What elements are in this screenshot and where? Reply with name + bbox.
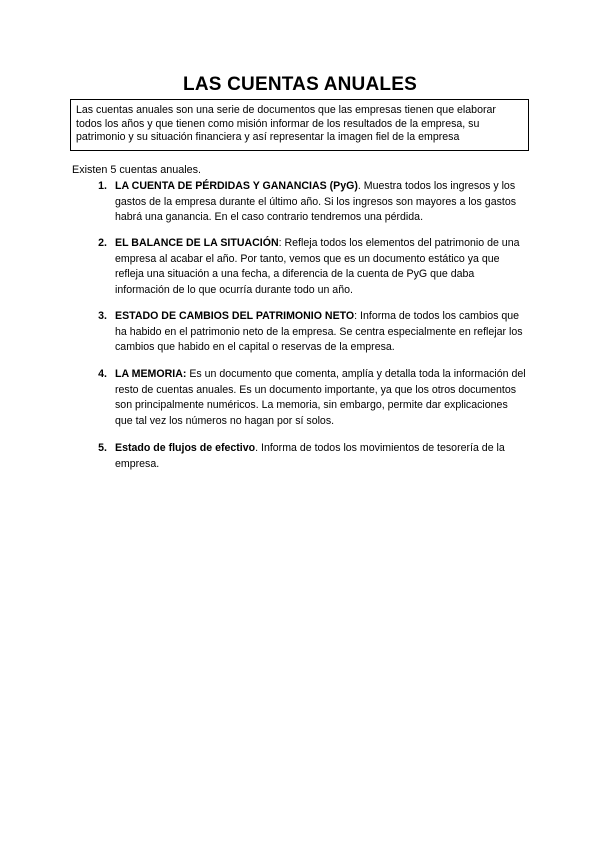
item-body bbox=[108, 236, 528, 298]
item-heading: EL BALANCE DE LA SITUACIÓN bbox=[115, 237, 279, 249]
page-title: LAS CUENTAS ANUALES bbox=[183, 74, 417, 95]
item-body bbox=[108, 309, 528, 356]
list-item bbox=[72, 179, 528, 226]
intro-text: Existen 5 cuentas anuales. bbox=[72, 164, 202, 176]
item-number: 3. bbox=[98, 310, 107, 322]
annual-accounts-list bbox=[72, 179, 528, 470]
list-item bbox=[72, 367, 528, 429]
item-heading: LA MEMORIA: bbox=[115, 368, 187, 380]
item-text: . Muestra todos los ingresos y los gastos de la empresa durante el último año. Si los ingresos son mayores a los gastos habrá una ganancia. En el caso contrario tendremos una pérdida. bbox=[115, 180, 517, 224]
item-heading: LA CUENTA DE PÉRDIDAS Y GANANCIAS (PyG) bbox=[115, 180, 358, 192]
item-body bbox=[108, 367, 528, 429]
summary-box: Las cuentas anuales son una serie de documentos que las empresas tienen que elaborar todos los años y que tienen como misión informar de los resultados de la empresa, su patrimonio y su situación financiera y así representar la imagen fiel de la empresa bbox=[70, 99, 529, 151]
item-number: 1. bbox=[98, 180, 107, 192]
list-item bbox=[72, 236, 528, 298]
list-item bbox=[72, 441, 528, 472]
item-text: : Refleja todos los elementos del patrimonio de una empresa al acabar el año. Por tanto, vemos que es un documento estático ya que refleja una situación a una fecha, a diferencia de la cuenta de PyG que daba información de lo que ocurría durante todo un año. bbox=[115, 237, 520, 296]
item-text: Es un documento que comenta, amplía y detalla toda la información del resto de cuentas anuales. Es un documento importante, ya que los otros documentos son principalmente numéricos. La memoria, sin embargo, permite dar explicaciones que tal vez los números no hagan por sí solos. bbox=[115, 368, 526, 427]
item-number: 2. bbox=[98, 237, 107, 249]
list-item bbox=[72, 309, 528, 356]
item-body bbox=[108, 441, 528, 472]
item-text: . Informa de todos los movimientos de tesorería de la empresa. bbox=[115, 442, 505, 470]
item-heading: ESTADO DE CAMBIOS DEL PATRIMONIO NETO bbox=[115, 310, 355, 322]
item-heading: Estado de flujos de efectivo bbox=[115, 442, 256, 454]
item-number: 4. bbox=[98, 368, 107, 380]
item-text: : Informa de todos los cambios que ha habido en el patrimonio neto de la empresa. Se centra especialmente en reflejar los cambios que habido en el capital o reservas de la empresa. bbox=[115, 310, 523, 354]
item-number: 5. bbox=[98, 442, 107, 454]
item-body bbox=[108, 179, 528, 226]
